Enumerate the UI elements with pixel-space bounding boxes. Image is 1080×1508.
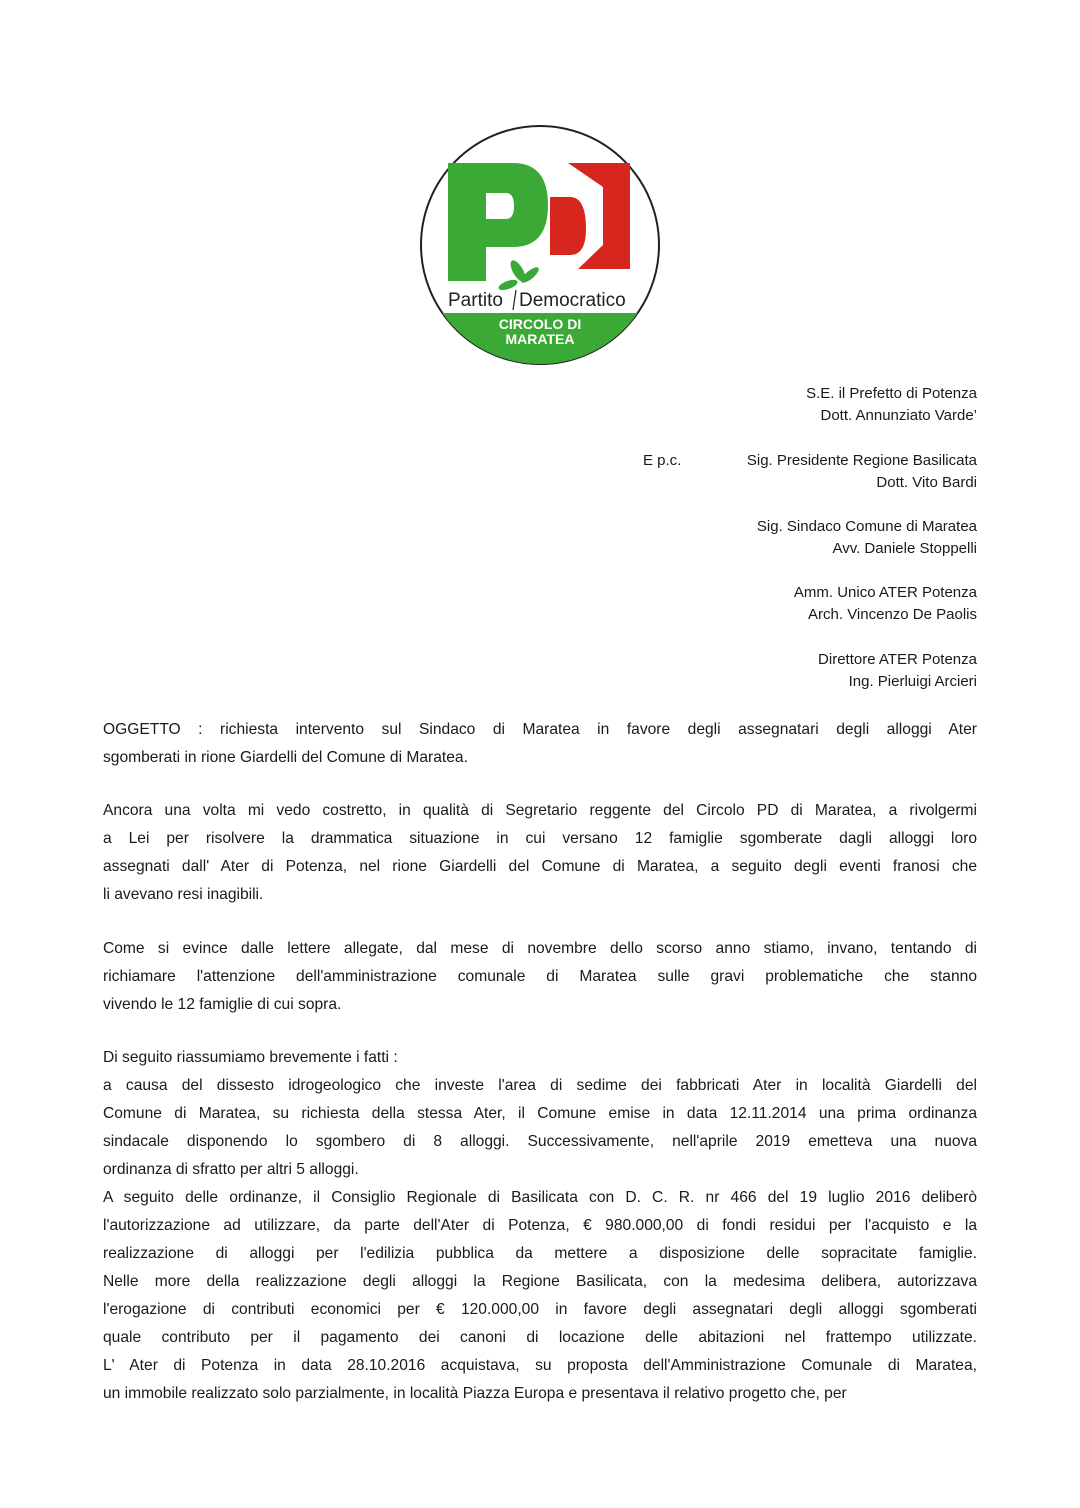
body-paragraph-2 [103,935,977,1019]
logo-democratico: Democratico [519,290,626,311]
text-line: a Lei per risolvere la drammatica situazione in cui versano 12 famiglie sgomberate dagli alloggi loro [103,830,977,847]
text-line: l'erogazione di contributi economici per € 120.000,00 in favore degli assegnatari degli alloggi sgomberati [103,1301,977,1318]
text-line: A seguito delle ordinanze, il Consiglio Regionale di Basilicata con D. C. R. nr 466 del 19 luglio 2016 deliberò [103,1189,977,1206]
recipient-name: Avv. Daniele Stoppelli [832,540,977,557]
text-line: a causa del dissesto idrogeologico che investe l'area di sedime dei fabbricati Ater in località Giardelli del [103,1077,977,1094]
text-line: Comune di Maratea, su richiesta della stessa Ater, il Comune emise in data 12.11.2014 una prima ordinanza [103,1105,977,1122]
recipient-title: Sig. Presidente Regione Basilicata [746,452,977,469]
text-line: L' Ater di Potenza in data 28.10.2016 acquistava, su proposta dell'Amministrazione Comunale di Maratea, [103,1357,977,1374]
recipient-amministratore [794,582,977,626]
text-line: un immobile realizzato solo parzialmente, in località Piazza Europa e presentava il relativo progetto che, per [103,1385,847,1402]
text-line: Nelle more della realizzazione degli alloggi la Regione Basilicata, con la medesima delibera, autorizzava [103,1273,977,1290]
recipient-direttore [818,649,977,693]
recipient-sindaco [757,516,977,560]
text-line: realizzazione di alloggi per l'edilizia pubblica da mettere a disposizione delle sopracitate famiglie. [103,1245,977,1262]
text-line: Come si evince dalle lettere allegate, dal mese di novembre dello scorso anno stiamo, invano, tentando di [103,940,977,957]
pd-circolo-maratea-logo [418,123,662,367]
text-line: assegnati dall' Ater di Potenza, nel rione Giardelli del Comune di Maratea, a seguito degli eventi franosi che [103,858,977,875]
text-line: sgomberati in rione Giardelli del Comune di Maratea. [103,749,468,766]
recipient-title: Sig. Sindaco Comune di Maratea [756,518,977,535]
logo-circolo: CIRCOLO DI [498,316,582,332]
logo-partito: Partito [448,290,503,311]
text-line: li avevano resi inagibili. [103,886,264,903]
epc-label: E p.c. [643,452,682,469]
body-paragraph-1 [103,797,977,909]
logo-maratea: MARATEA [505,331,575,347]
recipient-title: S.E. il Prefetto di Potenza [806,385,977,402]
text-line: richiamare l'attenzione dell'amministrazione comunale di Maratea sulle gravi problematiche che stanno [103,968,977,985]
text-line: quale contributo per il pagamento dei canoni di locazione delle abitazioni nel frattempo utilizzate. [103,1329,977,1346]
recipient-presidente [747,450,977,494]
text-line: l'autorizzazione ad utilizzare, da parte dell'Ater di Potenza, € 980.000,00 di fondi residui per l'acquisto e la [103,1217,977,1234]
recipient-title: Direttore ATER Potenza [818,651,977,668]
recipient-title: Amm. Unico ATER Potenza [793,584,977,601]
text-line: sindacale disponendo lo sgombero di 8 alloggi. Successivamente, nell'aprile 2019 emetteva una nuova [103,1133,977,1150]
text-line: Di seguito riassumiamo brevemente i fatti : [103,1049,398,1066]
text-line: Ancora una volta mi vedo costretto, in qualità di Segretario reggente del Circolo PD di Maratea, a rivolgermi [103,802,977,819]
text-line: OGGETTO : richiesta intervento sul Sindaco di Maratea in favore degli assegnatari degli alloggi Ater [103,721,977,738]
recipient-name: Arch. Vincenzo De Paolis [808,606,977,623]
recipient-name: Dott. Vito Bardi [876,474,977,491]
recipient-prefetto [806,383,977,427]
body-paragraph-3 [103,1044,977,1408]
recipient-name: Ing. Pierluigi Arcieri [848,673,977,690]
recipient-name: Dott. Annunziato Varde’ [820,407,977,424]
subject-paragraph [103,716,977,772]
text-line: ordinanza di sfratto per altri 5 alloggi. [103,1161,359,1178]
text-line: vivendo le 12 famiglie di cui sopra. [103,996,342,1013]
